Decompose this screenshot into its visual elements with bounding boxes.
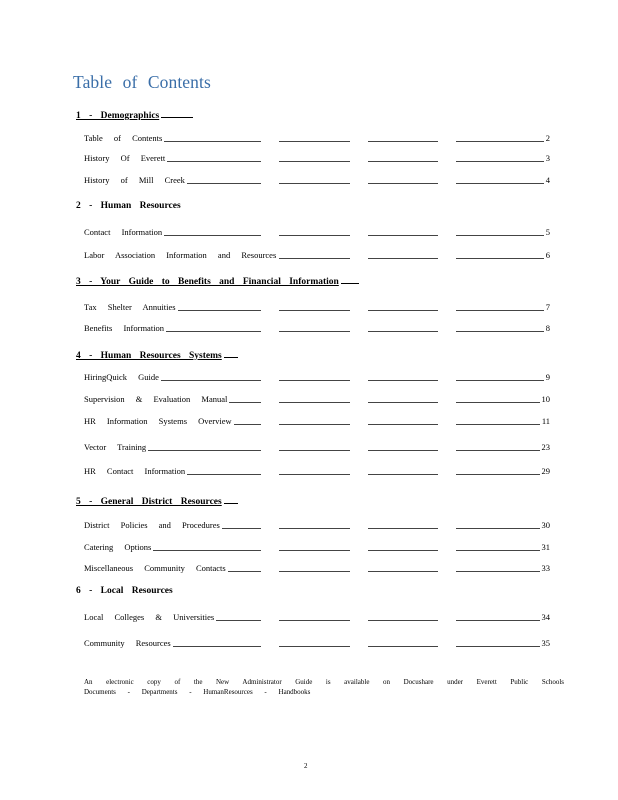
leader-gap <box>350 526 368 530</box>
leader-gap <box>350 256 368 260</box>
leader-gap <box>261 329 279 333</box>
toc-entry[interactable]: Contact Information 5 <box>84 227 550 237</box>
leader-gap <box>350 329 368 333</box>
toc-entry[interactable]: HR Contact Information 29 <box>84 466 550 476</box>
leader-gap <box>438 526 456 530</box>
leader-gap <box>261 472 279 476</box>
section-5-heading: 5 - General District Resources <box>76 497 238 507</box>
toc-entry[interactable]: Miscellaneous Community Contacts 33 <box>84 563 550 573</box>
leader-gap <box>438 618 456 622</box>
leader-gap <box>261 422 279 426</box>
leader-gap <box>438 644 456 648</box>
leader-gap <box>350 569 368 573</box>
leader-gap <box>438 422 456 426</box>
leader-gap <box>261 378 279 382</box>
section-4-heading: 4 - Human Resources Systems <box>76 351 238 361</box>
leader-gap <box>438 378 456 382</box>
leader-gap <box>438 448 456 452</box>
leader-gap <box>438 256 456 260</box>
leader-gap <box>438 329 456 333</box>
toc-entry[interactable]: Tax Shelter Annuities 7 <box>84 302 550 312</box>
leader-gap <box>350 159 368 163</box>
leader-gap <box>438 569 456 573</box>
leader-gap <box>350 400 368 404</box>
leader-gap <box>261 233 279 237</box>
docushare-note: An electronic copy of the New Administrator Guide is available on Docushare under Everett Public Schools Documents - Departments - HumanResources - Handbooks <box>84 678 564 696</box>
leader-gap <box>261 159 279 163</box>
leader-gap <box>438 548 456 552</box>
leader-gap <box>261 181 279 185</box>
leader-gap <box>350 233 368 237</box>
leader-gap <box>261 526 279 530</box>
leader-gap <box>438 181 456 185</box>
leader-gap <box>350 422 368 426</box>
toc-entry[interactable]: Table of Contents 2 <box>84 133 550 143</box>
section-3-heading: 3 - Your Guide to Benefits and Financial Information <box>76 277 359 287</box>
leader-gap <box>350 548 368 552</box>
toc-entry[interactable]: Vector Training 23 <box>84 442 550 452</box>
leader-gap <box>261 569 279 573</box>
toc-entry[interactable]: HiringQuick Guide 9 <box>84 372 550 382</box>
leader-gap <box>438 139 456 143</box>
leader-gap <box>350 308 368 312</box>
section-6-heading: 6 - Local Resources <box>76 586 173 596</box>
leader-gap <box>438 159 456 163</box>
page-number: 2 <box>304 762 308 770</box>
leader-gap <box>350 139 368 143</box>
leader-gap <box>261 448 279 452</box>
toc-entry[interactable]: History Of Everett 3 <box>84 153 550 163</box>
leader-gap <box>261 618 279 622</box>
toc-entry[interactable]: Supervision & Evaluation Manual 10 <box>84 394 550 404</box>
toc-entry[interactable]: History of Mill Creek 4 <box>84 175 550 185</box>
section-2-heading: 2 - Human Resources <box>76 201 181 211</box>
leader-gap <box>438 308 456 312</box>
toc-entry[interactable]: Community Resources 35 <box>84 638 550 648</box>
leader-gap <box>350 448 368 452</box>
toc-entry[interactable]: District Policies and Procedures 30 <box>84 520 550 530</box>
leader-gap <box>261 548 279 552</box>
leader-gap <box>350 644 368 648</box>
toc-entry[interactable]: HR Information Systems Overview 11 <box>84 416 550 426</box>
section-1-heading: 1 - Demographics <box>76 111 193 121</box>
toc-entry[interactable]: Local Colleges & Universities 34 <box>84 612 550 622</box>
leader-gap <box>438 400 456 404</box>
toc-entry[interactable]: Catering Options 31 <box>84 542 550 552</box>
leader-gap <box>350 618 368 622</box>
toc-entry[interactable]: Labor Association Information and Resources 6 <box>84 250 550 260</box>
toc-entry[interactable]: Benefits Information 8 <box>84 323 550 333</box>
leader-gap <box>261 644 279 648</box>
leader-gap <box>438 472 456 476</box>
leader-gap <box>438 233 456 237</box>
leader-gap <box>261 400 279 404</box>
leader-gap <box>350 181 368 185</box>
leader-gap <box>261 139 279 143</box>
toc-title: Table of Contents <box>73 72 211 92</box>
leader-gap <box>350 472 368 476</box>
leader-gap <box>261 308 279 312</box>
leader-gap <box>350 378 368 382</box>
